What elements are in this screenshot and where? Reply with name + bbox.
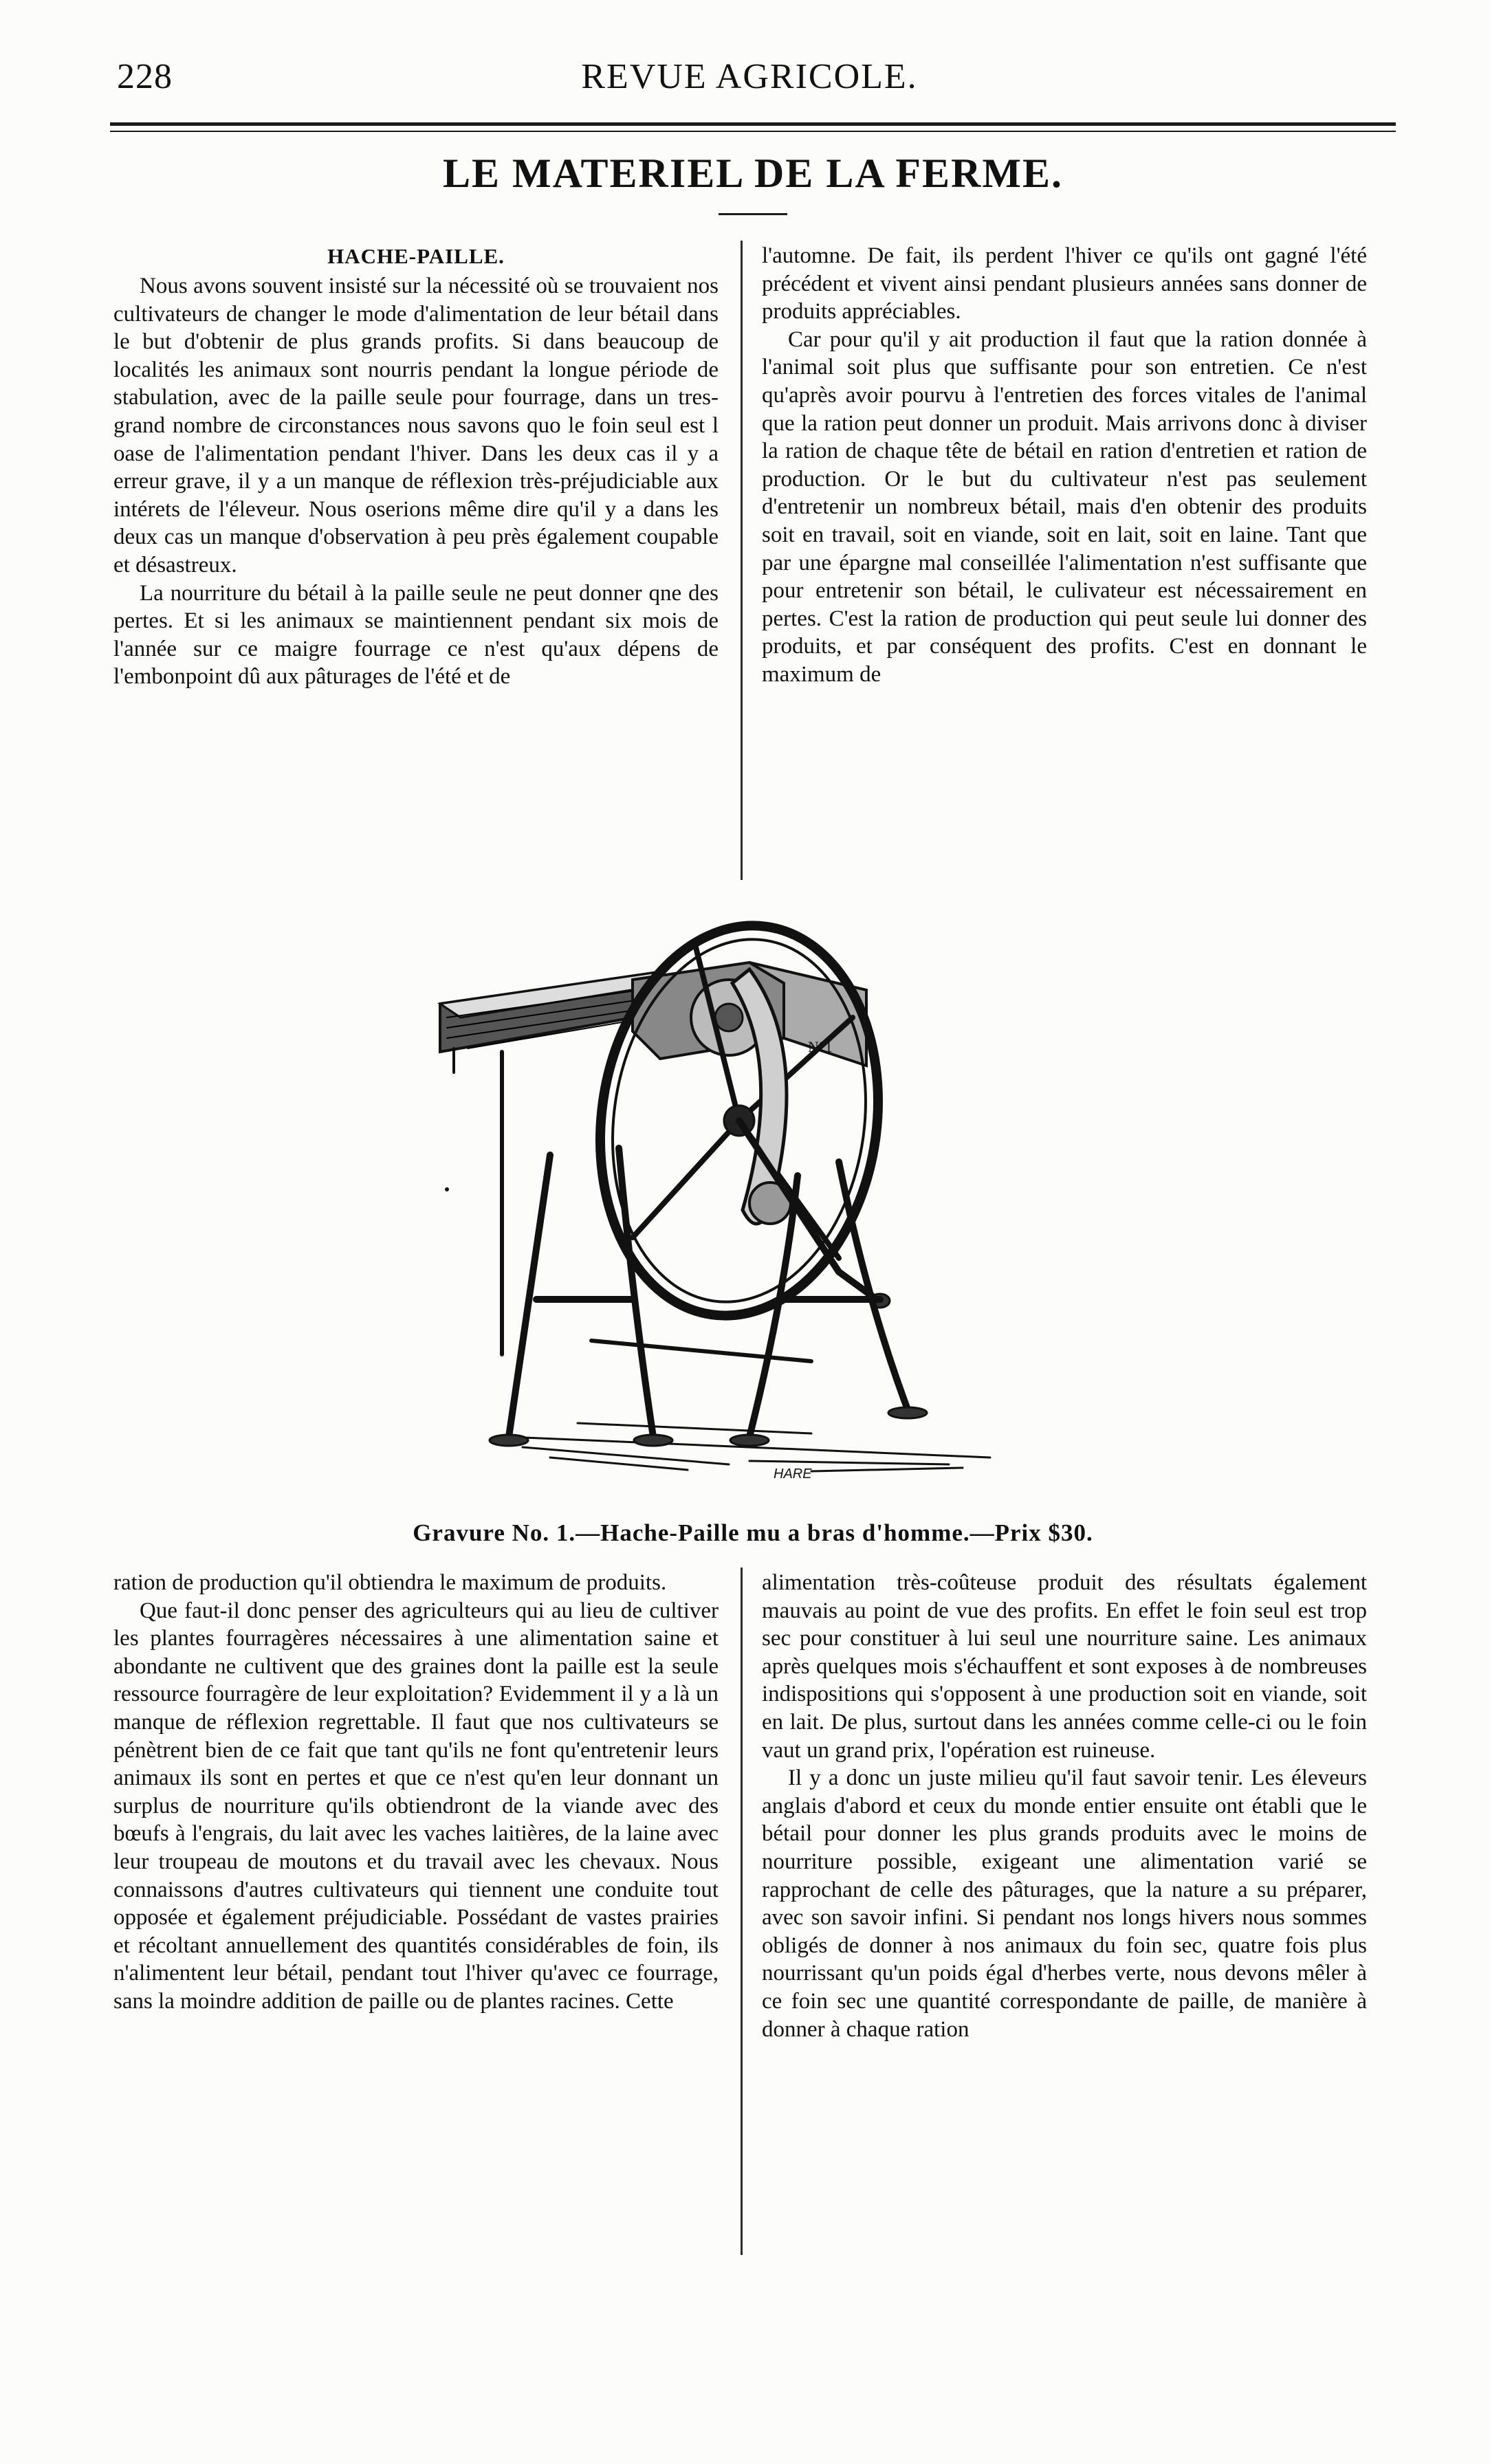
straw-cutter-engraving [426, 914, 1059, 1519]
title-dash-rule [719, 213, 787, 215]
figure-caption: Gravure No. 1.—Hache-Paille mu a bras d'homme.—Prix $30. [413, 1519, 1093, 1546]
paragraph: alimentation très-coûteuse produit des résultats également mauvais au point de vue des profits. En effet le foin seul est trop sec pour constituer à lui seul une nourriture saine. Les animaux après quelques mois s'échauffent et sont exposes à de nombreuses indispositions qui s'opposent à une production soit en viande, soit en lait. De plus, surtout dans les années comme celle-ci ou le foin vaut un grand prix, l'opération est ruineuse. [762, 1570, 1367, 1763]
paragraph: l'automne. De fait, ils perdent l'hiver ce qu'ils ont gagné l'été précédent et vivent ainsi pendant plusieurs années sans donner de produits appréciables. [762, 243, 1367, 324]
column-divider [741, 1568, 743, 2255]
engraver-signature: HARE [774, 1466, 812, 1482]
upper-left-column [113, 242, 719, 691]
lower-left-column [113, 1569, 719, 2016]
paragraph: Car pour qu'il y ait production il faut que la ration donnée à l'animal soit plus que suffisante pour son entretien. Ce n'est qu'après avoir pourvu à l'entretien des forces vitales de l'animal que la ration peut donner un produit. Mais arrivons donc à diviser la ration de chaque tête de bétail en ration d'entretien et ration de production. Or le but du cultivateur n'est pas seulement d'entretenir un nombreux bétail, mais d'en obtenir des produits soit en travail, soit en viande, soit en lait, soit en laine. Tant que par une épargne mal conseillée l'alimentation n'est suffisante que pour entretenir son bétail, le culivateur est nécessairement en pertes. C'est la ration de production qui peut seule lui donner des produits, et par conséquent des profits. C'est en donnant le maximum de [762, 327, 1367, 687]
paragraph: Nous avons souvent insisté sur la nécessité où se trouvaient nos cultivateurs de changer le mode d'alimentation de leur bétail dans le but d'obtenir de plus grands profits. Si dans beaucoup de localités les animaux sont nourris pendant la longue période de stabulation, avec de la paille seule pour fourrage, dans un tres-grand nombre de circonstances nous savons quo le foin seul est l oase de l'alimentation pendant l'hiver. Dans les deux cas il y a erreur grave, il y a un manque de réflexion très-préjudiciable aux intérets de l'éleveur. Nous oserions même dire qu'il y a dans les deux cas un manque d'observation à peu près également coupable et désastreux. [113, 274, 719, 578]
article-subheading: HACHE-PAILLE. [327, 244, 505, 268]
running-head [110, 56, 1389, 111]
header-rule [110, 122, 1396, 126]
straw-cutter-illustration [426, 914, 1059, 1519]
column-divider [741, 241, 743, 880]
journal-name: REVUE AGRICOLE. [581, 57, 918, 96]
paragraph: Il y a donc un juste milieu qu'il faut savoir tenir. Les éleveurs anglais d'abord et ceux du monde entier ensuite ont établi que le bétail pour donner les plus grands produits avec le moins de nourriture possible, exigeant une alimentation varié se rapprochant de celle des pâturages, que la nature a su préparer, avec son savoir infini. Si pendant nos longs hivers nous sommes obligés de donner à nos animaux du foin sec, quatre fois plus nourrissant qu'un poids égal d'herbes verte, nous devons mêler à ce foin sec une quantité correspondante de paille, de manière à donner à chaque ration [762, 1766, 1367, 2042]
section-title: LE MATERIEL DE LA FERME. [442, 151, 1064, 196]
paragraph: Que faut-il donc penser des agriculteurs qui au lieu de cultiver les plantes fourragères nécessaires à une alimentation saine et abondante ne cultivent que des graines dont la paille est la seule ressource fourragère de leur exploitation? Evidemment il y a là un manque de réflexion regrettable. Il faut que nos cultivateurs se pénètrent bien de ce fait que tant qu'ils ne font qu'entretenir leurs animaux ils sont en pertes et que ce n'est qu'en leur donnant un surplus de nourriture qu'ils obtiendront de la viande avec des bœufs à l'engrais, du lait avec les vaches laitières, de la laine avec leur troupeau de moutons et du travail avec les chevaux. Nous connaissons d'autres cultivateurs qui tiennent une conduite tout opposée et également préjudiciable. Possédant de vastes prairies et récoltant annuellement des quantités considérables de foin, ils n'alimentent leur bétail, pendant tout l'hiver qu'avec ce fourrage, sans la moindre addition de paille ou de plantes racines. Cette [113, 1598, 719, 2014]
header-rule-thin [110, 131, 1396, 132]
lower-right-column [762, 1569, 1367, 2043]
machine-plate-label: N°1 [808, 1038, 833, 1055]
paragraph: La nourriture du bétail à la paille seule ne peut donner qne des pertes. Et si les animaux se maintiennent pendant six mois de l'année sur ce maigre fourrage ce n'est qu'aux dépens de l'embonpoint dû aux pâturages de l'été et de [113, 580, 719, 690]
page-number: 228 [117, 57, 173, 96]
upper-right-column [762, 242, 1367, 689]
paragraph: ration de production qu'il obtiendra le maximum de produits. [113, 1570, 667, 1595]
